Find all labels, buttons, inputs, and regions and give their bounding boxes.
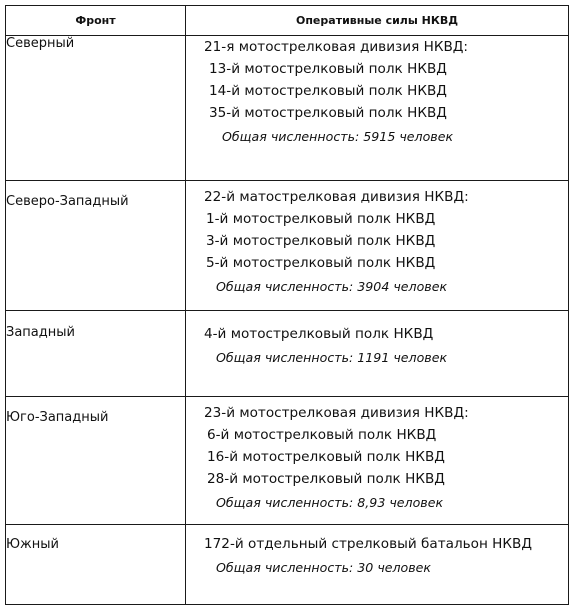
forces-cell [186,397,569,525]
regiment-line: 6-й мотострелковый полк НКВД [207,427,437,443]
regiment-line: 14-й мотострелковый полк НКВД [209,83,447,99]
header-row [6,6,569,36]
regiment-line: 4-й мотострелковый полк НКВД [204,326,434,342]
table-row [6,36,569,181]
table-row [6,181,569,311]
header-front: Фронт [6,6,186,36]
regiment-line: 35-й мотострелковый полк НКВД [209,105,447,121]
nkvd-forces-table [5,5,569,605]
regiment-line: 1-й мотострелковый полк НКВД [206,211,436,227]
total-strength: Общая численность: 8,93 человек [216,495,444,510]
header-forces: Оперативные силы НКВД [186,6,569,36]
table-row [6,525,569,605]
division-line: 23-й мотострелковая дивизия НКВД: [204,405,469,421]
forces-cell [186,181,569,311]
front-name: Северо-Западный [6,181,186,311]
total-strength: Общая численность: 3904 человек [216,279,448,294]
table-row [6,311,569,397]
table-row [6,397,569,525]
total-strength: Общая численность: 5915 человек [222,129,454,144]
total-strength: Общая численность: 1191 человек [216,350,448,365]
front-name: Северный [6,36,186,181]
forces-cell [186,36,569,181]
total-strength: Общая численность: 30 человек [216,560,432,575]
front-name: Южный [6,525,186,605]
forces-cell [186,525,569,605]
front-name: Юго-Западный [6,397,186,525]
battalion-line: 172-й отдельный стрелковый батальон НКВД [204,536,532,552]
division-line: 22-й матострелковая дивизия НКВД: [204,189,469,205]
forces-cell [186,311,569,397]
regiment-line: 28-й мотострелковый полк НКВД [207,471,445,487]
regiment-line: 16-й мотострелковый полк НКВД [207,449,445,465]
front-name: Западный [6,311,186,397]
regiment-line: 13-й мотострелковый полк НКВД [209,61,447,77]
regiment-line: 3-й мотострелковый полк НКВД [206,233,436,249]
division-line: 21-я мотострелковая дивизия НКВД: [204,39,468,55]
regiment-line: 5-й мотострелковый полк НКВД [206,255,436,271]
